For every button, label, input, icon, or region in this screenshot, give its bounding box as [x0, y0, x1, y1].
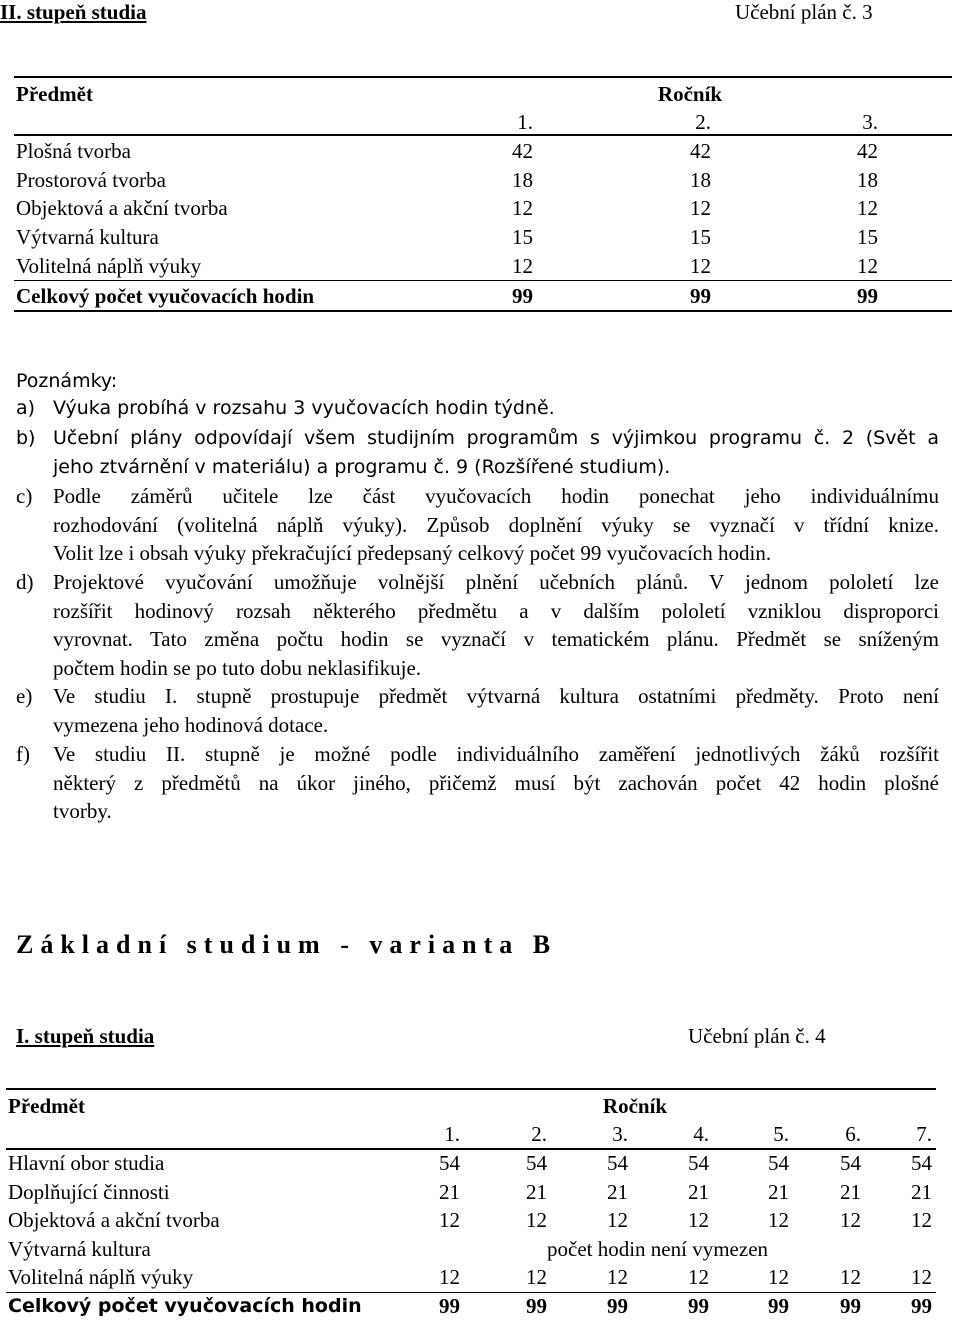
table-cell: 12	[526, 1265, 547, 1290]
table-cell: 18	[857, 167, 878, 192]
table-cell: 12	[768, 1265, 789, 1290]
table-cell: 54	[911, 1151, 932, 1175]
table-row-label: Výtvarná kultura	[8, 1236, 151, 1261]
note-line: vymezena jeho hodinová dotace.	[53, 712, 329, 737]
table-row-label: Objektová a akční tvorba	[16, 196, 228, 221]
plan4-year-number: 2.	[531, 1122, 547, 1146]
plan4-header-rule	[6, 1148, 936, 1150]
section-title: Základní studium - varianta B	[16, 930, 558, 959]
table-cell: 21	[768, 1179, 789, 1204]
table-cell: 12	[857, 196, 878, 221]
plan4-year-header: Ročník	[602, 1094, 668, 1118]
table-cell: 12	[690, 253, 711, 278]
table-cell: 15	[512, 225, 533, 250]
plan3-top-rule	[14, 76, 952, 78]
note-letter: b)	[16, 427, 36, 449]
table-cell: 21	[607, 1179, 628, 1204]
table-row-label: Plošná tvorba	[16, 139, 131, 163]
table-row-label: Volitelná náplň výuky	[8, 1265, 194, 1290]
note-letter: e)	[16, 684, 33, 708]
table-row-label: Objektová a akční tvorba	[8, 1208, 220, 1233]
note-letter: d)	[16, 570, 34, 594]
table-cell: 54	[526, 1151, 547, 1175]
table-cell: 21	[439, 1179, 460, 1204]
note-line: Volit lze i obsah výuky překračující předepsaný celkový počet 99 vyučovacích hodin.	[53, 541, 772, 566]
plan3-bottom-rule	[14, 310, 952, 312]
table-cell: 99	[439, 1294, 460, 1318]
plan4-year-number: 5.	[773, 1122, 789, 1146]
note-letter: c)	[16, 484, 33, 508]
table-cell: 12	[512, 253, 533, 278]
table-cell: 12	[526, 1208, 547, 1233]
table-cell: 12	[512, 196, 533, 221]
note-line: Projektové vyučování umožňuje volnější plnění učebních plánů. V jednom pololetí lze	[53, 570, 939, 594]
note-line: některý z předmětů na úkor jiného, přičemž musí být zachován počet 42 hodin plošné	[53, 770, 939, 795]
table-cell: 99	[840, 1294, 861, 1318]
table-cell: 54	[768, 1151, 789, 1175]
table-cell: 21	[688, 1179, 709, 1204]
note-letter: a)	[16, 397, 36, 419]
plan3-total-rule	[14, 280, 952, 281]
table-cell: 21	[840, 1179, 861, 1204]
plan3-year-number: 1.	[517, 110, 533, 134]
plan4-plan-label: Učební plán č. 4	[688, 1024, 826, 1048]
table-cell: 12	[911, 1208, 932, 1233]
plan4-top-rule	[6, 1088, 936, 1090]
notes-title: Poznámky:	[16, 370, 118, 392]
plan3-level: II. stupeň studia	[0, 0, 147, 24]
plan3-year-header: Ročník	[657, 82, 723, 106]
table-cell: 12	[857, 253, 878, 278]
table-cell: 21	[911, 1179, 932, 1204]
table-row-label: Celkový počet vyučovacích hodin	[8, 1295, 362, 1317]
table-row-label: Celkový počet vyučovacích hodin	[16, 284, 315, 308]
plan4-total-rule	[6, 1292, 936, 1293]
table-cell: 54	[688, 1151, 709, 1175]
table-cell: 12	[688, 1208, 709, 1233]
note-line: Ve studiu II. stupně je možné podle individuálního zaměření jednotlivých žáků rozšířit	[53, 742, 939, 766]
plan4-subject-header: Předmět	[8, 1094, 85, 1118]
plan4-level: I. stupeň studia	[16, 1024, 155, 1048]
note-letter: f)	[16, 742, 30, 766]
table-cell: 99	[690, 284, 711, 308]
table-row-label: Prostorová tvorba	[16, 167, 166, 192]
table-cell: 99	[688, 1294, 709, 1318]
note-line: počtem hodin se po tuto dobu neklasifikuje.	[53, 655, 422, 680]
table-cell: 54	[840, 1151, 861, 1175]
note-line: Výuka probíhá v rozsahu 3 vyučovacích hodin týdně.	[53, 397, 555, 419]
plan4-year-number: 7.	[916, 1122, 932, 1146]
note-line: vyrovnat. Tato změna počtu hodin se vyznačí v tematickém plánu. Předmět se sníženým	[53, 627, 939, 652]
table-cell: 21	[526, 1179, 547, 1204]
table-cell: 54	[607, 1151, 628, 1175]
table-cell: 42	[690, 139, 711, 163]
plan4-year-number: 3.	[612, 1122, 628, 1146]
table-cell-span: počet hodin není vymezen	[547, 1236, 769, 1261]
table-cell: 15	[857, 225, 878, 250]
plan3-year-number: 3.	[862, 110, 878, 134]
table-row-label: Výtvarná kultura	[16, 225, 159, 250]
note-line: tvorby.	[53, 799, 112, 824]
note-line: rozhodování (volitelná náplň výuky). Způsob doplnění výuky se vyznačí v třídní knize.	[53, 512, 939, 537]
table-cell: 99	[768, 1294, 789, 1318]
table-cell: 42	[857, 139, 878, 163]
plan3-header-rule	[14, 134, 952, 136]
note-line: rozšířit hodinový rozsah některého předmětu a v dalším pololetí vzniklou disproporci	[53, 598, 939, 623]
table-cell: 99	[857, 284, 878, 308]
table-row-label: Hlavní obor studia	[8, 1151, 165, 1175]
table-cell: 12	[911, 1265, 932, 1290]
note-line: Ve studiu I. stupně prostupuje předmět výtvarná kultura ostatními předměty. Proto není	[53, 684, 939, 708]
table-cell: 18	[690, 167, 711, 192]
table-cell: 42	[512, 139, 533, 163]
table-row-label: Volitelná náplň výuky	[16, 253, 202, 278]
table-cell: 12	[439, 1208, 460, 1233]
table-cell: 99	[526, 1294, 547, 1318]
table-cell: 12	[840, 1265, 861, 1290]
plan3-subject-header: Předmět	[16, 82, 93, 106]
note-line: Podle záměrů učitele lze část vyučovacích hodin ponechat jeho individuálnímu	[53, 484, 939, 508]
table-cell: 12	[690, 196, 711, 221]
plan3-year-number: 2.	[695, 110, 711, 134]
note-line: Učební plány odpovídají všem studijním programům s výjimkou programu č. 2 (Svět a	[53, 427, 939, 449]
table-row-label: Doplňující činnosti	[8, 1179, 170, 1204]
table-cell: 12	[840, 1208, 861, 1233]
plan4-year-number: 1.	[444, 1122, 460, 1146]
table-cell: 54	[439, 1151, 460, 1175]
table-cell: 12	[768, 1208, 789, 1233]
table-cell: 12	[688, 1265, 709, 1290]
plan3-plan-label: Učební plán č. 3	[735, 0, 873, 24]
table-cell: 99	[911, 1294, 932, 1318]
table-cell: 15	[690, 225, 711, 250]
table-cell: 12	[439, 1265, 460, 1290]
table-cell: 18	[512, 167, 533, 192]
table-cell: 12	[607, 1208, 628, 1233]
table-cell: 99	[607, 1294, 628, 1318]
plan4-year-number: 6.	[845, 1122, 861, 1146]
table-cell: 99	[512, 284, 533, 308]
plan4-year-number: 4.	[693, 1122, 709, 1146]
table-cell: 12	[607, 1265, 628, 1290]
note-line: jeho ztvárnění v materiálu) a programu č. 9 (Rozšířené studium).	[53, 455, 671, 478]
